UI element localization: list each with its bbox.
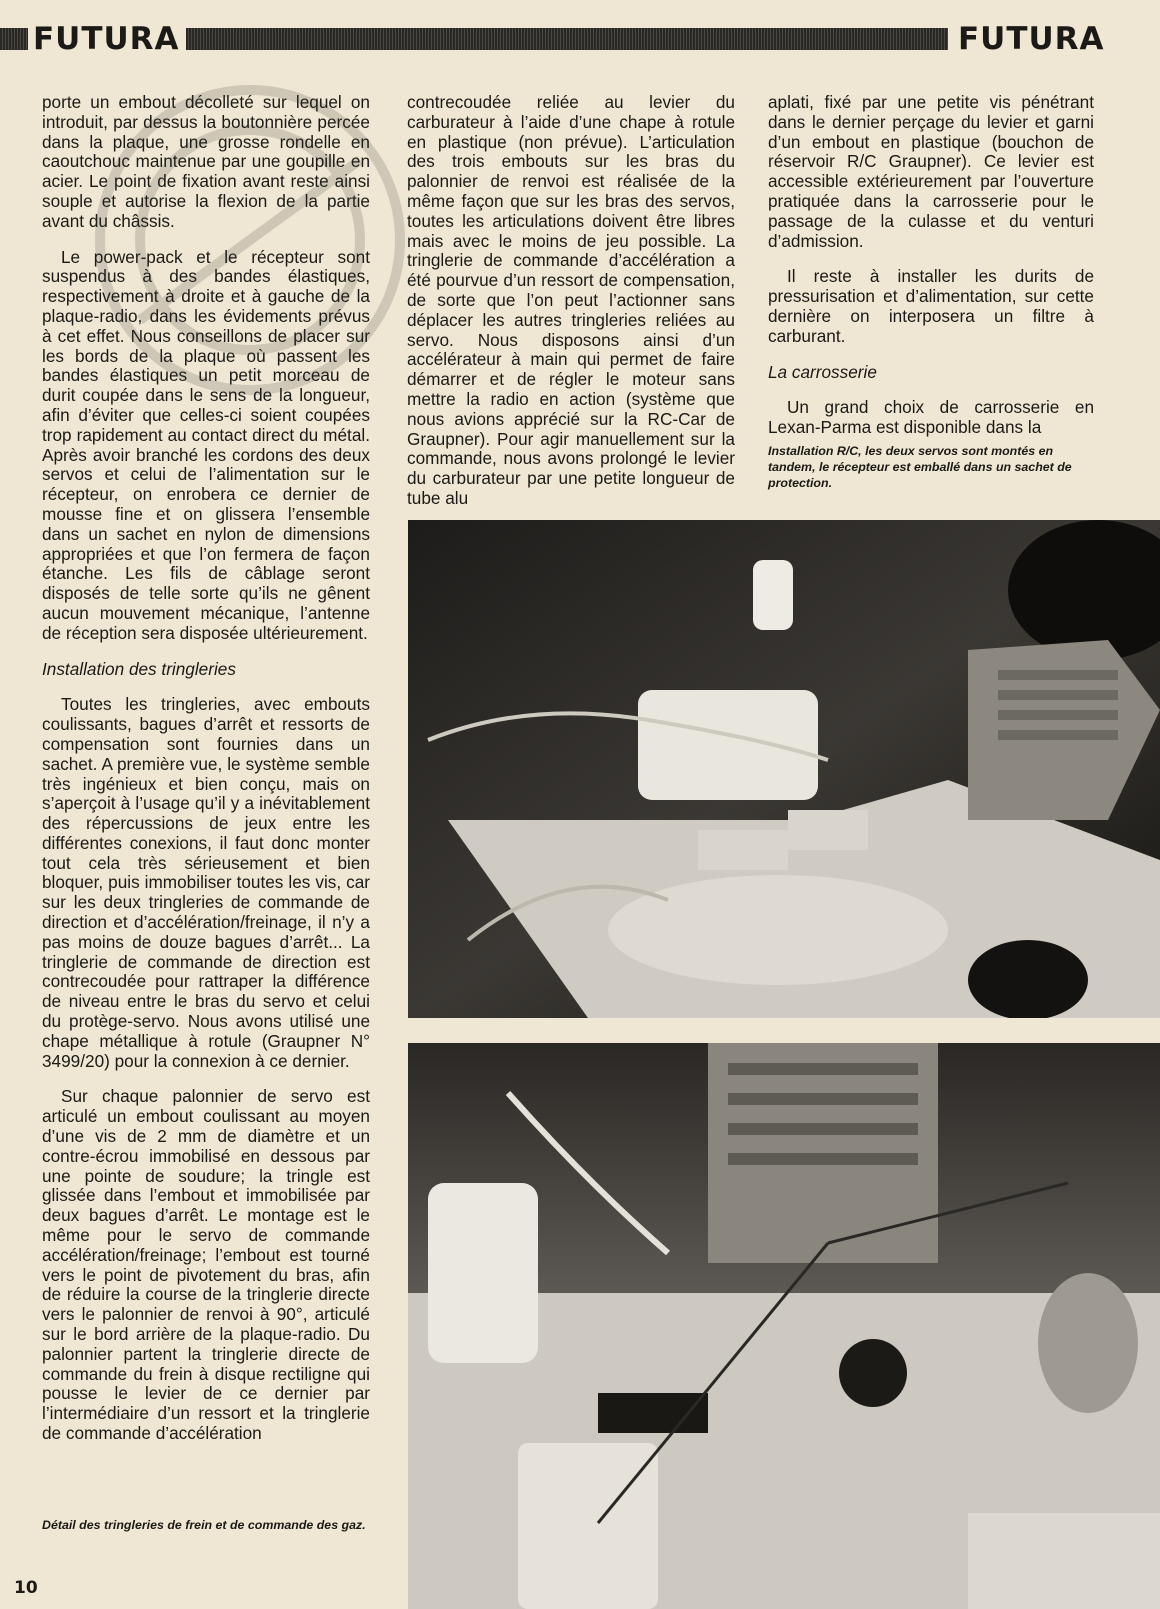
photo-rc-installation — [408, 520, 1160, 1018]
section-heading-carrosserie: La carrosserie — [768, 361, 877, 382]
column-3-paragraph-3: Un grand choix de carrosserie en Lexan-Parma est disponible dans la — [768, 397, 1094, 438]
header-title-left: FUTURA — [33, 21, 180, 57]
header-rule-center — [186, 28, 948, 50]
column-3-paragraph-1: aplati, fixé par une petite vis pénétrant dans le dernier perçage du levier et garni d’un embout en plastique (bouchon de réservoir R/C Graupner). Ce levier est accessible extérieurement par l’ouverture pratiquée dans la carrosserie pour le passage de la culasse et du venturi d’admission. — [768, 92, 1094, 251]
column-3 — [768, 93, 1094, 454]
column-1-paragraph-2: Le power-pack et le récepteur sont suspendus à des bandes élastiques, respectivement à droite et à gauche de la plaque-radio, dans les évidements prévus à cet effet. Nous conseillons de placer sur les bords de la plaque où passent les bandes élastiques un petit morceau de durit coupée dans le sens de la longueur, afin d’éviter que celles-ci soient coupées trop rapidement au contact direct du métal. Après avoir branché les cordons des deux servos et celui de l’alimentation sur le récepteur, on enrobera ce dernier de mousse fine et on glissera l’ensemble dans un sachet en nylon de dimensions appropriées et que l’on fermera de façon étanche. Les fils de câblage seront disposés de telle sorte qu’ils ne gênent aucun mouvement mécanique, l’antenne de réception sera disposée ultérieurement. — [42, 246, 370, 643]
page-header — [0, 22, 1160, 56]
column-2 — [407, 93, 735, 525]
photo-brake-linkage — [408, 1043, 1160, 1609]
header-title-right: FUTURA — [958, 21, 1105, 57]
section-heading-tringleries: Installation des tringleries — [42, 658, 236, 679]
column-1-paragraph-3: Toutes les tringleries, avec embouts coulissants, bagues d’arrêt et ressorts de compensation sont fournies dans un sachet. A première vue, le système semble très ingénieux et bien conçu, mais on s’aperçoit à l’usage qu’il y a inévitablement des répercussions de jeux entre les différentes conexions, il faut donc monter tout cela très sérieusement et bien bloquer, puis immobiliser toutes les vis, car sur les deux tringleries de commande de direction et d’accélération/freinage, il n’y a pas moins de douze bagues d’arrêt... La tringlerie de commande de direction est contrecoudée pour rattraper la différence de niveau entre le bras du servo et celui du protège-servo. Nous avons utilisé une chape métallique à rotule (Graupner N° 3499/20) pour la connexion à ce dernier. — [42, 694, 370, 1071]
column-1 — [42, 93, 370, 1460]
header-rule-left — [0, 28, 28, 50]
page-number: 10 — [14, 1578, 38, 1598]
column-2-paragraph-1: contrecoudée reliée au levier du carburateur à l’aide d’une chape à rotule en plastique (non prévue). L’articulation des trois embouts sur les bras du palonnier de renvoi est réalisée de la même façon que sur les bras des servos, toutes les articulations doivent être libres mais avec le moins de jeu possible. La tringlerie de commande d’accélération a été pourvue d’un ressort de compensation, de sorte que l’on peut l’actionner sans déplacer les autres tringleries reliées au servo. Nous disposons ainsi d’un accélérateur à main qui permet de faire démarrer et de régler le moteur sans mettre la radio en action (système que nous avions apprécié sur la RC-Car de Graupner). Pour agir manuellement sur la commande, nous avons prolongé le levier du carburateur par une petite longueur de tube alu — [407, 92, 735, 508]
column-1-paragraph-1: porte un embout décolleté sur lequel on introduit, par dessus la boutonnière percée dans la plaque, une grosse rondelle en caoutchouc maintenue par une goupille en acier. Le point de fixation avant reste ainsi souple et autorise la flexion de la partie avant du châssis. — [42, 92, 370, 231]
caption-brake-linkage: Détail des tringleries de frein et de commande des gaz. — [42, 1518, 366, 1532]
caption-rc-installation: Installation R/C, les deux servos sont montés en tandem, le récepteur est emballé dans un sachet de protection. — [768, 444, 1072, 490]
column-3-paragraph-2: Il reste à installer les durits de pressurisation et d’alimentation, sur cette dernière on interposera un filtre à carburant. — [768, 266, 1094, 346]
column-1-paragraph-4: Sur chaque palonnier de servo est articulé un embout coulissant au moyen d’une vis de 2 mm de diamètre et un contre-écrou immobilisé en dessous par une pointe de soudure; la tringle est glissée dans l’embout et immobilisée par deux bagues d’arrêt. Le montage est le même pour le servo de commande accélération/freinage; l’embout est tourné vers le point de pivotement du bras, afin de réduire la course de la tringlerie directe vers le palonnier de renvoi à 90°, articulé sur le bord arrière de la plaque-radio. Du palonnier partent la tringlerie directe de commande du frein à disque rectiligne qui pousse le levier de ce dernier par l’intermédiaire d’un ressort et la tringlerie de commande d’accélération — [42, 1086, 370, 1443]
